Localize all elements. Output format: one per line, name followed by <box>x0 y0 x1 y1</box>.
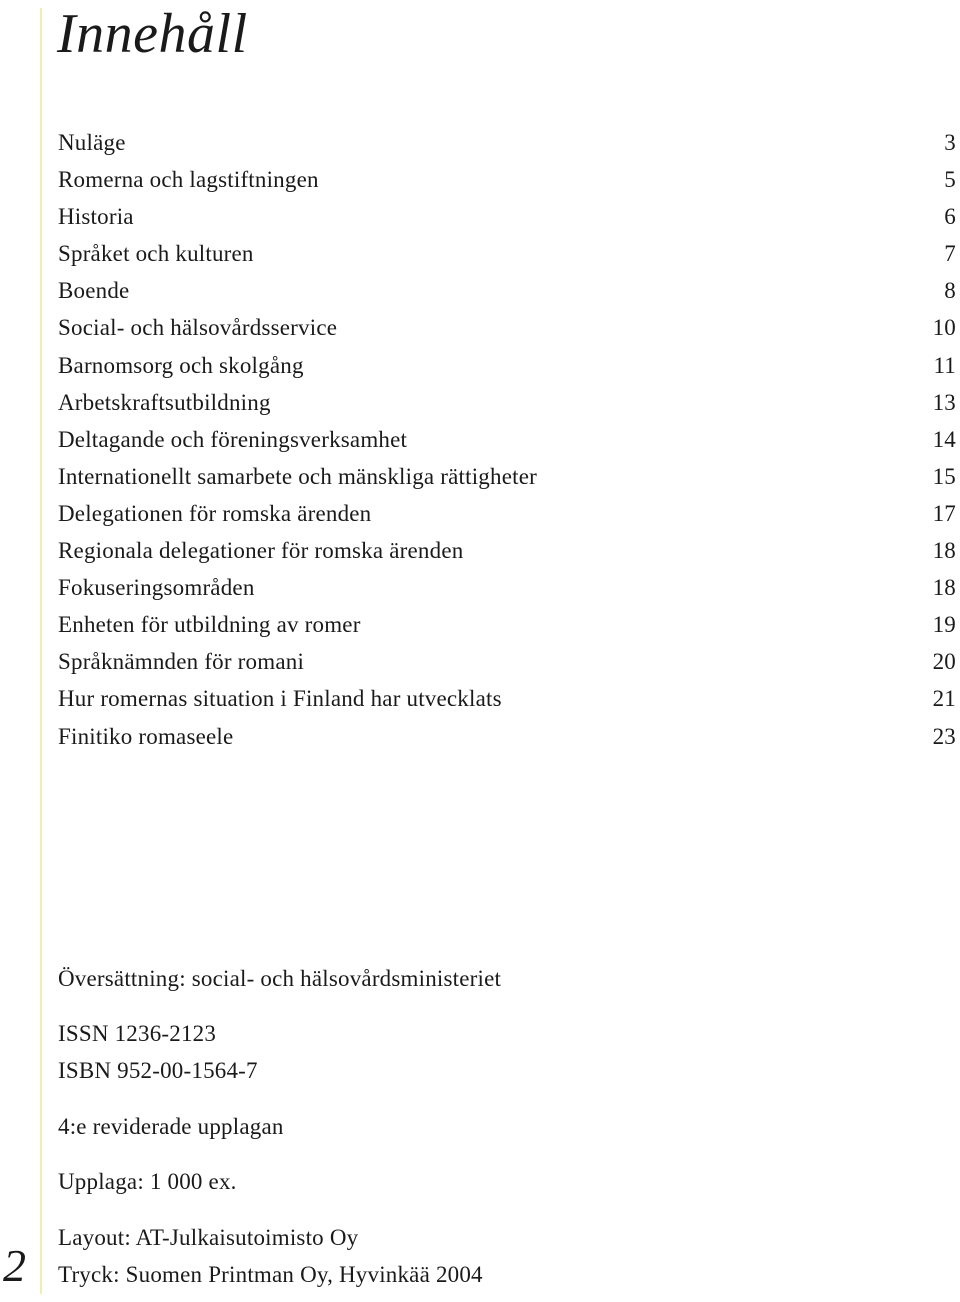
page-title: Innehåll <box>57 3 248 65</box>
page-number: 2 <box>3 1240 26 1291</box>
toc-entry-page: 7 <box>944 241 956 267</box>
toc-entry <box>58 643 956 680</box>
toc-entry-page: 8 <box>944 278 956 304</box>
toc-entry <box>58 347 956 384</box>
toc-entry-page: 14 <box>932 426 956 452</box>
toc-entry-title: Fokuseringsområden <box>58 575 255 601</box>
toc-entry-title: Enheten för utbildning av romer <box>58 612 361 638</box>
toc-entry-page: 19 <box>932 612 956 638</box>
toc-entry-title: Finitiko romaseele <box>58 723 234 749</box>
print-run: Upplaga: 1 000 ex. <box>58 1169 237 1194</box>
toc-entry <box>58 458 956 495</box>
toc-entry-page: 21 <box>932 686 956 712</box>
toc-entry-title: Romerna och lagstiftningen <box>58 167 319 193</box>
toc-entry <box>58 161 956 198</box>
toc-entry-page: 11 <box>933 352 956 378</box>
toc-entry <box>58 569 956 606</box>
translation-credit: Översättning: social- och hälsovårdsministeriet <box>58 966 502 991</box>
toc-entry-page: 5 <box>944 167 956 193</box>
toc-entry-title: Internationellt samarbete och mänskliga rättigheter <box>58 463 537 489</box>
toc-entry-title: Nuläge <box>58 130 126 155</box>
toc-entry <box>58 495 956 532</box>
toc-entry-page: 6 <box>944 204 956 230</box>
printer-credit: Tryck: Suomen Printman Oy, Hyvinkää 2004 <box>58 1262 483 1287</box>
toc-entry-page: 18 <box>932 538 956 564</box>
issn: ISSN 1236-2123 <box>58 1021 217 1046</box>
toc-entry-page: 15 <box>932 463 956 489</box>
toc-entry-title: Hur romernas situation i Finland har utvecklats <box>58 686 502 712</box>
toc-entry <box>58 235 956 272</box>
toc-entry <box>58 421 956 458</box>
toc-entry-title: Arbetskraftsutbildning <box>58 389 271 415</box>
toc-entry-title: Boende <box>58 278 130 304</box>
toc-entry <box>58 124 956 161</box>
margin-rule <box>40 8 42 1294</box>
toc-entry-title: Historia <box>58 204 134 230</box>
isbn: ISBN 952-00-1564-7 <box>58 1058 258 1083</box>
toc-entry-title: Regionala delegationer för romska ärenden <box>58 538 464 564</box>
toc-entry <box>58 718 956 755</box>
toc-entry-page: 20 <box>932 649 956 675</box>
toc-entry-page: 18 <box>932 575 956 601</box>
edition: 4:e reviderade upplagan <box>58 1114 284 1139</box>
toc-entry <box>58 198 956 235</box>
table-of-contents <box>58 124 956 755</box>
toc-entry-page: 3 <box>944 130 956 155</box>
toc-entry <box>58 384 956 421</box>
toc-entry-title: Språknämnden för romani <box>58 649 305 675</box>
layout-credit: Layout: AT-Julkaisutoimisto Oy <box>58 1225 359 1250</box>
toc-entry <box>58 309 956 346</box>
toc-entry-page: 10 <box>932 315 956 341</box>
toc-entry-page: 23 <box>932 723 956 749</box>
toc-entry-title: Språket och kulturen <box>58 241 254 267</box>
toc-entry-title: Deltagande och föreningsverksamhet <box>58 426 408 452</box>
toc-entry-page: 13 <box>932 389 956 415</box>
toc-entry <box>58 272 956 309</box>
toc-entry-page: 17 <box>932 500 956 526</box>
toc-entry-title: Delegationen för romska ärenden <box>58 500 372 526</box>
toc-entry <box>58 606 956 643</box>
toc-entry <box>58 680 956 717</box>
toc-entry-title: Barnomsorg och skolgång <box>58 352 304 378</box>
toc-entry-title: Social- och hälsovårdsservice <box>58 315 338 341</box>
toc-entry <box>58 532 956 569</box>
